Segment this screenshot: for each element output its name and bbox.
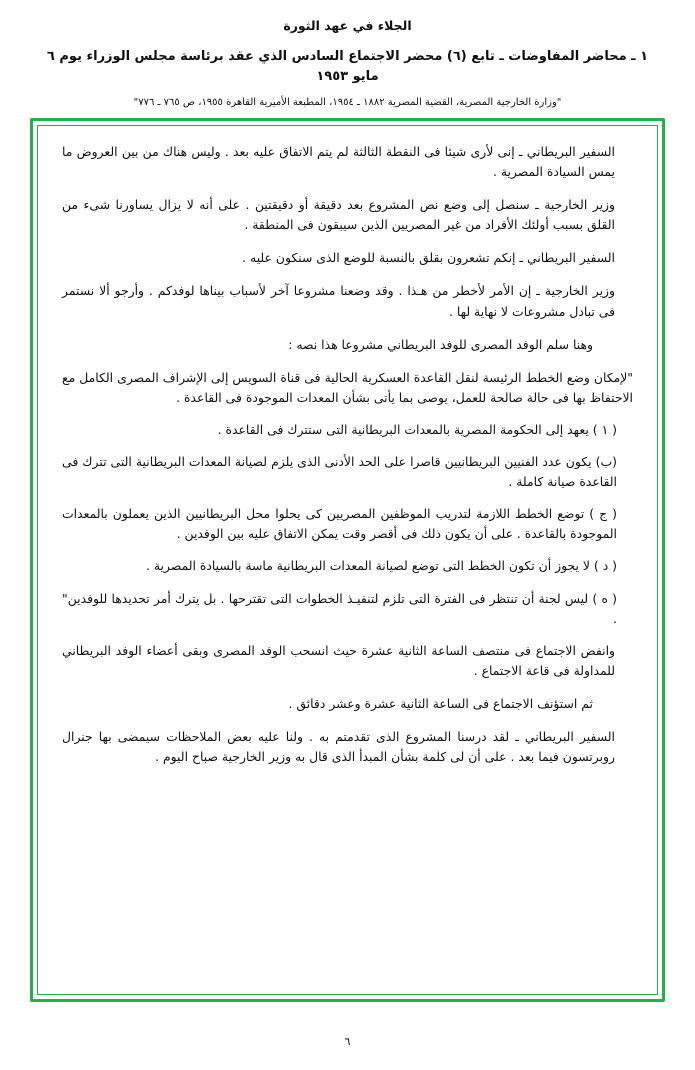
list-item-text: يكون عدد الفنيين البريطانيين قاصرا على الحد الأدنى الذى يلزم لصيانة المعدات البريطانية التى تترك فى القاعدة صيانة كاملة . xyxy=(62,454,617,490)
green-border-frame xyxy=(30,118,665,1002)
page-title: ١ ـ محاضر المفاوضات ـ تابع (٦) محضر الاجتماع السادس الذي عقد برئاسة مجلس الوزراء يوم ٦ مايو ١٩٥٣ xyxy=(46,49,649,84)
list-item xyxy=(62,420,633,440)
list-item-text: لا يجوز أن تكون الخطط التى توضع لصيانة المعدات البريطانية ماسة بالسيادة المصرية . xyxy=(146,558,590,574)
list-item xyxy=(62,556,633,576)
frame-inner-border xyxy=(37,125,658,995)
list-item xyxy=(62,504,633,544)
paragraph: وزير الخارجية ـ سنصل إلى وضع نص المشروع بعد دقيقة أو دقيقتين . على أنه لا يزال يساورنا شىء من القلق بسبب أولئك الأفراد من غير المصريين الذين سيبقون فى المنطقة . xyxy=(62,197,615,233)
list-item-marker: ( ه ) xyxy=(592,590,617,606)
paragraph: وزير الخارجية ـ إن الأمر لأخطر من هـذا . وقد وضعنا مشروعا آخر لأسباب بيناها لوفدكم . وأرجو ألا نستمر فى تبادل مشروعات لا نهاية لها . xyxy=(62,283,615,319)
list-item xyxy=(62,589,633,629)
page-number: ٦ xyxy=(344,1035,351,1048)
paragraph: وانفض الاجتماع فى منتصف الساعة الثانية عشرة حيث انسحب الوفد المصرى وبقى أعضاء الوفد البريطاني للمداولة فى قاعة الاجتماع . xyxy=(62,642,615,678)
list-item-text: توضع الخطط اللازمة لتدريب الموظفين المصريين كى يحلوا محل البريطانيين الذين يعملون بالمعدات الموجودة بالقاعدة . على أن يكون ذلك فى أقصر وقت يمكن الاتفاق عليه بين الوفدين . xyxy=(62,506,617,542)
running-head: الجلاء في عهد الثورة xyxy=(283,18,412,33)
document-body xyxy=(38,126,657,790)
quote-intro: "لإمكان وضع الخطط الرئيسة لنقل القاعدة العسكرية الحالية فى قناة السويس إلى الإشراف المصرى الكامل مع الاحتفاظ بها فى حالة صالحة للعمل، يوصى بما يأتى بشأن المعدات الموجودة فى القاعدة . xyxy=(62,369,633,405)
list-item-text: يعهد إلى الحكومة المصرية بالمعدات البريطانية التى ستترك فى القاعدة . xyxy=(217,421,589,437)
paragraph: ثم استؤنف الاجتماع فى الساعة الثانية عشرة وعشر دقائق . xyxy=(288,695,593,711)
paragraph: وهنا سلم الوفد المصرى للوفد البريطاني مشروعا هذا نصه : xyxy=(288,336,593,352)
paragraph: السفير البريطاني ـ لقد درسنا المشروع الذى تقدمتم به . ولنا عليه بعض الملاحظات سيمضى بها جنرال روبرتسون فيما بعد . على أن لى كلمة بشأن المبدأ الذى قال به وزير الخارجية صباح اليوم . xyxy=(62,728,615,765)
list-item-marker: ( ج ) xyxy=(589,506,617,522)
list-item-marker: (ب) xyxy=(595,454,617,470)
list-item-marker: ( ١ ) xyxy=(592,421,617,437)
list-item-marker: ( د ) xyxy=(593,558,617,574)
document-header xyxy=(0,0,695,110)
list-item-text: ليس لجنة أن تنتظر فى الفترة التى تلزم لتنفيـذ الخطوات التى تقترحها . بل يترك أمر تحديدها للوفدين" . xyxy=(62,590,617,626)
source-note: "وزارة الخارجية المصرية، القضية المصرية ١٨٨٢ ـ ١٩٥٤، المطبعة الأميرية القاهرة ١٩٥٥، ص ٧٦٥ ـ ٧٧٦" xyxy=(133,97,562,108)
paragraph: السفير البريطاني ـ إنكم تشعرون بقلق بالنسبة للوضع الذى سنكون عليه . xyxy=(242,250,615,266)
paragraph: السفير البريطاني ـ إنى لأرى شيئا فى النقطة الثالثة لم يتم الاتفاق عليه بعد . وليس هناك من بين العروض ما يمس السيادة المصرية . xyxy=(62,144,615,180)
list-item xyxy=(62,452,633,492)
